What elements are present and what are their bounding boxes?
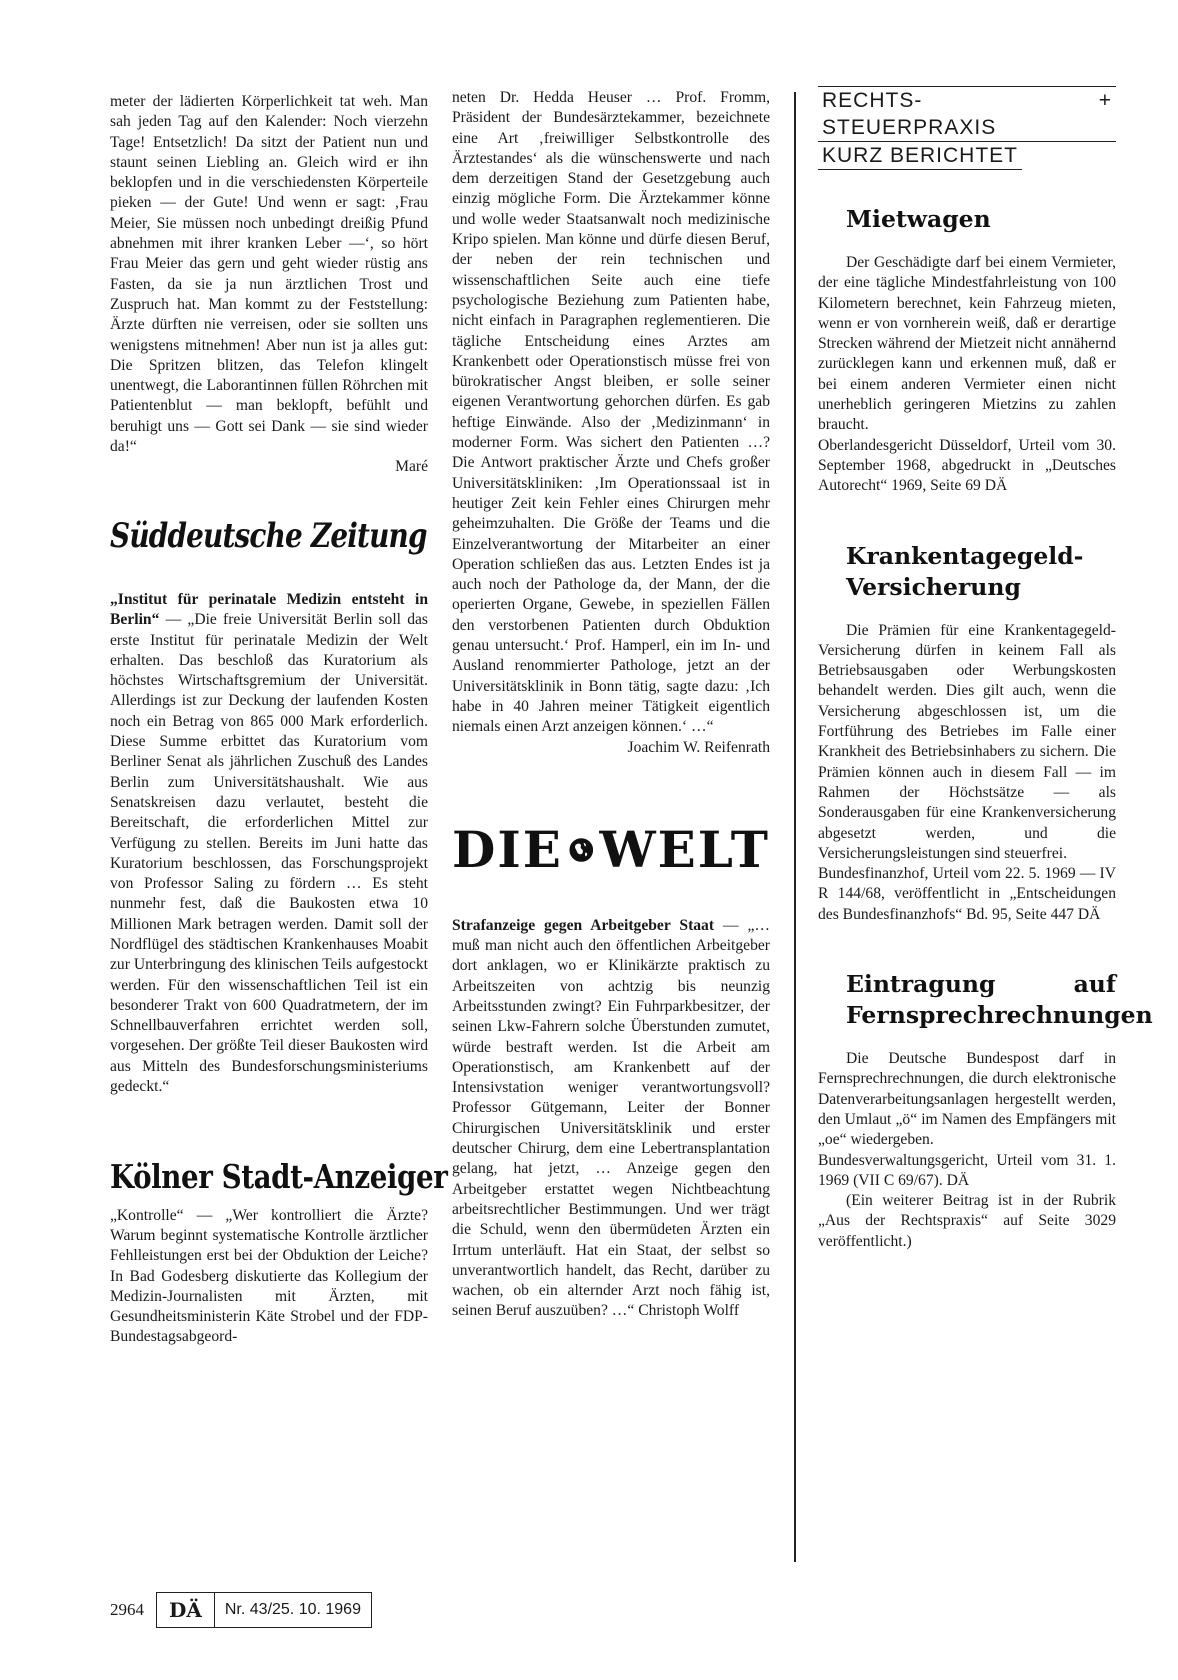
ks-article-continuation: neten Dr. Hedda Heuser … Prof. Fromm, Präsident der Bundesärztekammer, bezeichnete eine Art ‚freiwilliger Selbstkontrolle des Ärztestandes‘ als die wünschenswerte und nach dem derzeitigen Stand der Gesetzgebung auch einzig mögliche Form. Die Ärztekammer könne und wolle weder Staatsanwalt noch medizinische Kripo spielen. Man könne und dürfe diesen Beruf, der neben der rein technischen und wissenschaftlichen Seite auch eine tiefe psychologische Beziehung zum Patienten habe, nicht einfach in Paragraphen reglementieren. Die tägliche Entscheidung eines Arztes am Krankenbett oder Operationstisch müsse frei von bürokratischer Angst bleiben, er solle seiner eigenen Verantwortung gehorchen dürfen. Es gab heftige Einwände. Also der ‚Medizinmann‘ in moderner Form. Was sichert den Patienten …? Die Antwort praktischer Ärzte und Chefs großer Universitätskliniken: ‚Im Operationssaal ist in heutiger Zeit kein Fehler eines Chirurgen mehr geheimzuhalten. Die Größe der Teams und die Einzelverantwortung der Mitarbeiter an einer Operation schließen das aus. Letzten Endes ist ja auch noch der Pathologe da, der Mann, der die operierten Organe, Gewebe, in speziellen Fällen den verstorbenen Patienten durch Obduktion genau untersucht.‘ Prof. Hamperl, ein im In- und Ausland renommierter Pathologe, jetzt an der Universitätsklinik in Bonn tätig, sagte dazu: ‚Ich habe in 40 Jahren meiner Tätigkeit eigentlich niemals einen Arzt anzeigen können.‘ …“ <box>452 89 770 736</box>
legal-item-signature: DÄ <box>946 1171 970 1189</box>
issue-info: Nr. 43/25. 10. 1969 <box>224 1601 361 1618</box>
footer-box <box>156 1592 372 1628</box>
sz-article-lead: „Institut für perinatale Medizin entsteht in Berlin“ <box>110 590 428 629</box>
die-welt-masthead-left: DIE <box>452 819 563 879</box>
column-3 <box>818 86 1153 1252</box>
legal-item <box>818 969 1153 1191</box>
page-footer <box>110 1592 372 1628</box>
welt-article-body: — „… muß man nicht auch den öffentlichen Arbeitgeber dort anklagen, wo er Klinikärzte praktisch zu Arbeitszeiten von achtzig bis neunzig Arbeitsstunden zwingt? Ein Fuhrparkbesitzer, der seinen Lkw-Fahrern solche Überstunden zumutet, würde bestraft werden. Ist die Arbeit am Operationstisch, am Krankenbett auf der Intensivstation weniger verantwortungsvoll? Professor Gütgemann, Leiter der Bonner Chirurgischen Universitätsklinik und erster deutscher Chirurg, dem eine Lebertransplantation gelang, hat jetzt, … Anzeige gegen den Arbeitgeber erstattet wegen Nichtbeachtung arbeitsrechtlicher Bestimmungen. Und wer trägt die Schuld, wenn den übermüdeten Ärzten ein Irrtum unterläuft. Hat ein Staat, der selbst so unverantwortlich handelt, das Recht, darüber zu wachen, ob ein alternder Arzt noch fähig ist, seinen Beruf auszuüben? …“ <box>452 916 770 1320</box>
welt-article <box>452 916 770 1322</box>
legal-item-signature: DÄ <box>1077 905 1101 923</box>
legal-item-citation: Bundesverwaltungsgericht, Urteil vom 31. 1. 1969 (VII C 69/67). DÄ <box>818 1151 1116 1189</box>
legal-item-signature: DÄ <box>984 477 1008 495</box>
page-number: 2964 <box>110 1600 144 1619</box>
section-kicker-line-2: KURZ BERICHTET <box>818 142 1022 170</box>
ks-article <box>110 1206 428 1348</box>
legal-item-body: Die Deutsche Bundespost darf in Fernsprechrechnungen, die durch elektronische Datenverarbeitungsanlagen hergestellt werden, den Umlaut „ö“ im Namen des Empfängers mit „oe“ wiedergeben. <box>818 1050 1116 1149</box>
die-welt-masthead-right: WELT <box>599 819 770 879</box>
sz-article-body: — „Die freie Universität Berlin soll das erste Institut für perinatale Medizin der Welt erhalten. Das beschloß das Kuratorium als höchstes Wirtschaftsgremium der Universität. Allerdings ist zur Deckung der laufenden Kosten noch ein Betrag von 865 000 Mark erforderlich. Diese Summe erbittet das Kuratorium vom Berliner Senat als jährlichen Zuschuß des Landes Berlin zum Universitätshaushalt. Wie aus Senatskreisen dazu verlautet, besteht die Bereitschaft, die erforderlichen Mittel zur Verfügung zu stellen. Bereits im Juni hatte das Kuratorium beschlossen, das Forschungsprojekt von Professor Saling zu fördern … Es steht nunmehr fest, daß die Baukosten etwa 10 Millionen Mark betragen werden. Damit soll der Nordflügel des städtischen Krankenhauses Moabit zur Unterbringung des klinischen Teils aufgestockt werden. Für den wissenschaftlichen Teil ist ein besonderer Trakt von 600 Quadratmetern, der im Schnellbauverfahren errichtet werden soll, vorgesehen. Der größte Teil dieser Baukosten wird aus Mitteln des Bundesforschungsministeriums gedeckt.“ <box>110 611 428 1096</box>
legal-item-heading: Mietwagen <box>846 205 991 233</box>
ks-article-body: — „Wer kontrolliert die Ärzte? Warum beginnt systematische Kontrolle ärztlicher Fehlleistungen erst bei der Obduktion der Leiche? In Bad Godesberg diskutierte das Kollegium der Medizin-Journalisten mit Ärzten, mit Gesundheitsministerin Käte Strobel und der FDP-Bundestagsabgeord- <box>110 1206 428 1346</box>
column-divider <box>794 92 796 1562</box>
legal-item-citation: Oberlandesgericht Düsseldorf, Urteil vom 30. September 1968, abgedruckt in „Deutsches Autorecht“ 1969, Seite 69 DÄ <box>818 436 1116 495</box>
journal-logo: DÄ <box>157 1593 215 1627</box>
legal-item-heading: Krankentagegeld-Versicherung <box>846 541 1084 601</box>
ks-author-signature: Joachim W. Reifenrath <box>627 738 770 756</box>
column-1 <box>110 92 448 1348</box>
legal-item <box>818 541 1116 925</box>
legal-item-body: Die Prämien für eine Krankentagegeld-Versicherung dürfen in keinem Fall als Betriebsausgaben oder Werbungskosten behandelt werden. Dies gilt auch, wenn die Versicherung abgeschlossen ist, um die Fortführung des Betriebes im Falle einer Krankheit des Betriebsinhabers zu sichern. Die Prämien können auch in diesem Fall — im Rahmen der Höchstsätze — als Sonderausgaben für eine Krankenversicherung abgesetzt werden, und die Versicherungsleistungen sind steuerfrei. <box>818 621 1116 862</box>
die-welt-masthead <box>452 819 770 879</box>
globe-icon <box>569 825 594 875</box>
welt-article-lead: Strafanzeige gegen Arbeitgeber Staat <box>452 916 715 934</box>
editorial-note: (Ein weiterer Beitrag ist in der Rubrik „Aus der Rechtspraxis“ auf Seite 3029 veröffentlicht.) <box>818 1192 1116 1250</box>
koelner-stadt-anzeiger-masthead: Kölner Stadt-Anzeiger <box>110 1157 448 1197</box>
ks-article-lead: „Kontrolle“ <box>110 1206 184 1224</box>
column-2 <box>452 88 770 1322</box>
section-kicker-line-1: RECHTS- + STEUERPRAXIS <box>818 86 1116 142</box>
legal-item-body: Der Geschädigte darf bei einem Vermieter, der eine tägliche Mindestfahrleistung von 100 Kilometern berechnet, kein Fahrzeug mieten, wenn er von vornherein weiß, daß er derartige Strecken während der Mietzeit nicht annähernd zurücklegen kann und erkennen muß, daß er bei einem anderen Vermieter einen nicht unerheblich geringeren Mietzins zu zahlen braucht. <box>818 254 1116 434</box>
welt-author-signature: Christoph Wolff <box>638 1302 740 1320</box>
legal-item-heading: Eintragung auf Fernsprechrechnungen <box>846 970 1153 1030</box>
article-continuation: meter der lädierten Körperlichkeit tat weh. Man sah jeden Tag auf den Kalender: Noch vierzehn Tage! Entsetzlich! Da sitzt der Patient nun und staunt seinen Liebling an. Gleich wird er ihn beklopfen und in die verschiedensten Körperteile pieken — der Gute! Und wenn er sagt: ‚Frau Meier, Sie müssen noch unbedingt dreißig Pfund abnehmen mit ihrer kranken Leber —‘, so hört Frau Meier das gern und geht wieder rüstig ans Fasten, da sie ja nun ärztlichen Trost und Zuspruch hat. Man kommt zu der Feststellung: Ärzte dürften nie verreisen, oder sie sollten uns wenigstens mitnehmen! Aber nun ist ja alles gut: Die Spritzen blitzen, das Telefon klingelt unentwegt, die Laborantinnen füllen Röhrchen mit Patientenblut — man beklopft, befühlt und beruhigt uns — Gott sei Dank — sie sind wieder da!“ <box>110 93 428 456</box>
author-signature: Maré <box>395 458 428 476</box>
legal-item <box>818 204 1116 497</box>
sz-article <box>110 590 428 1097</box>
legal-item-citation: Bundesfinanzhof, Urteil vom 22. 5. 1969 — IV R 144/68, veröffentlicht in „Entscheidungen des Bundesfinanzhofs“ Bd. 95, Seite 447 DÄ <box>818 865 1116 923</box>
sueddeutsche-zeitung-masthead: Süddeutsche Zeitung <box>110 515 427 556</box>
section-kicker <box>818 86 1116 170</box>
